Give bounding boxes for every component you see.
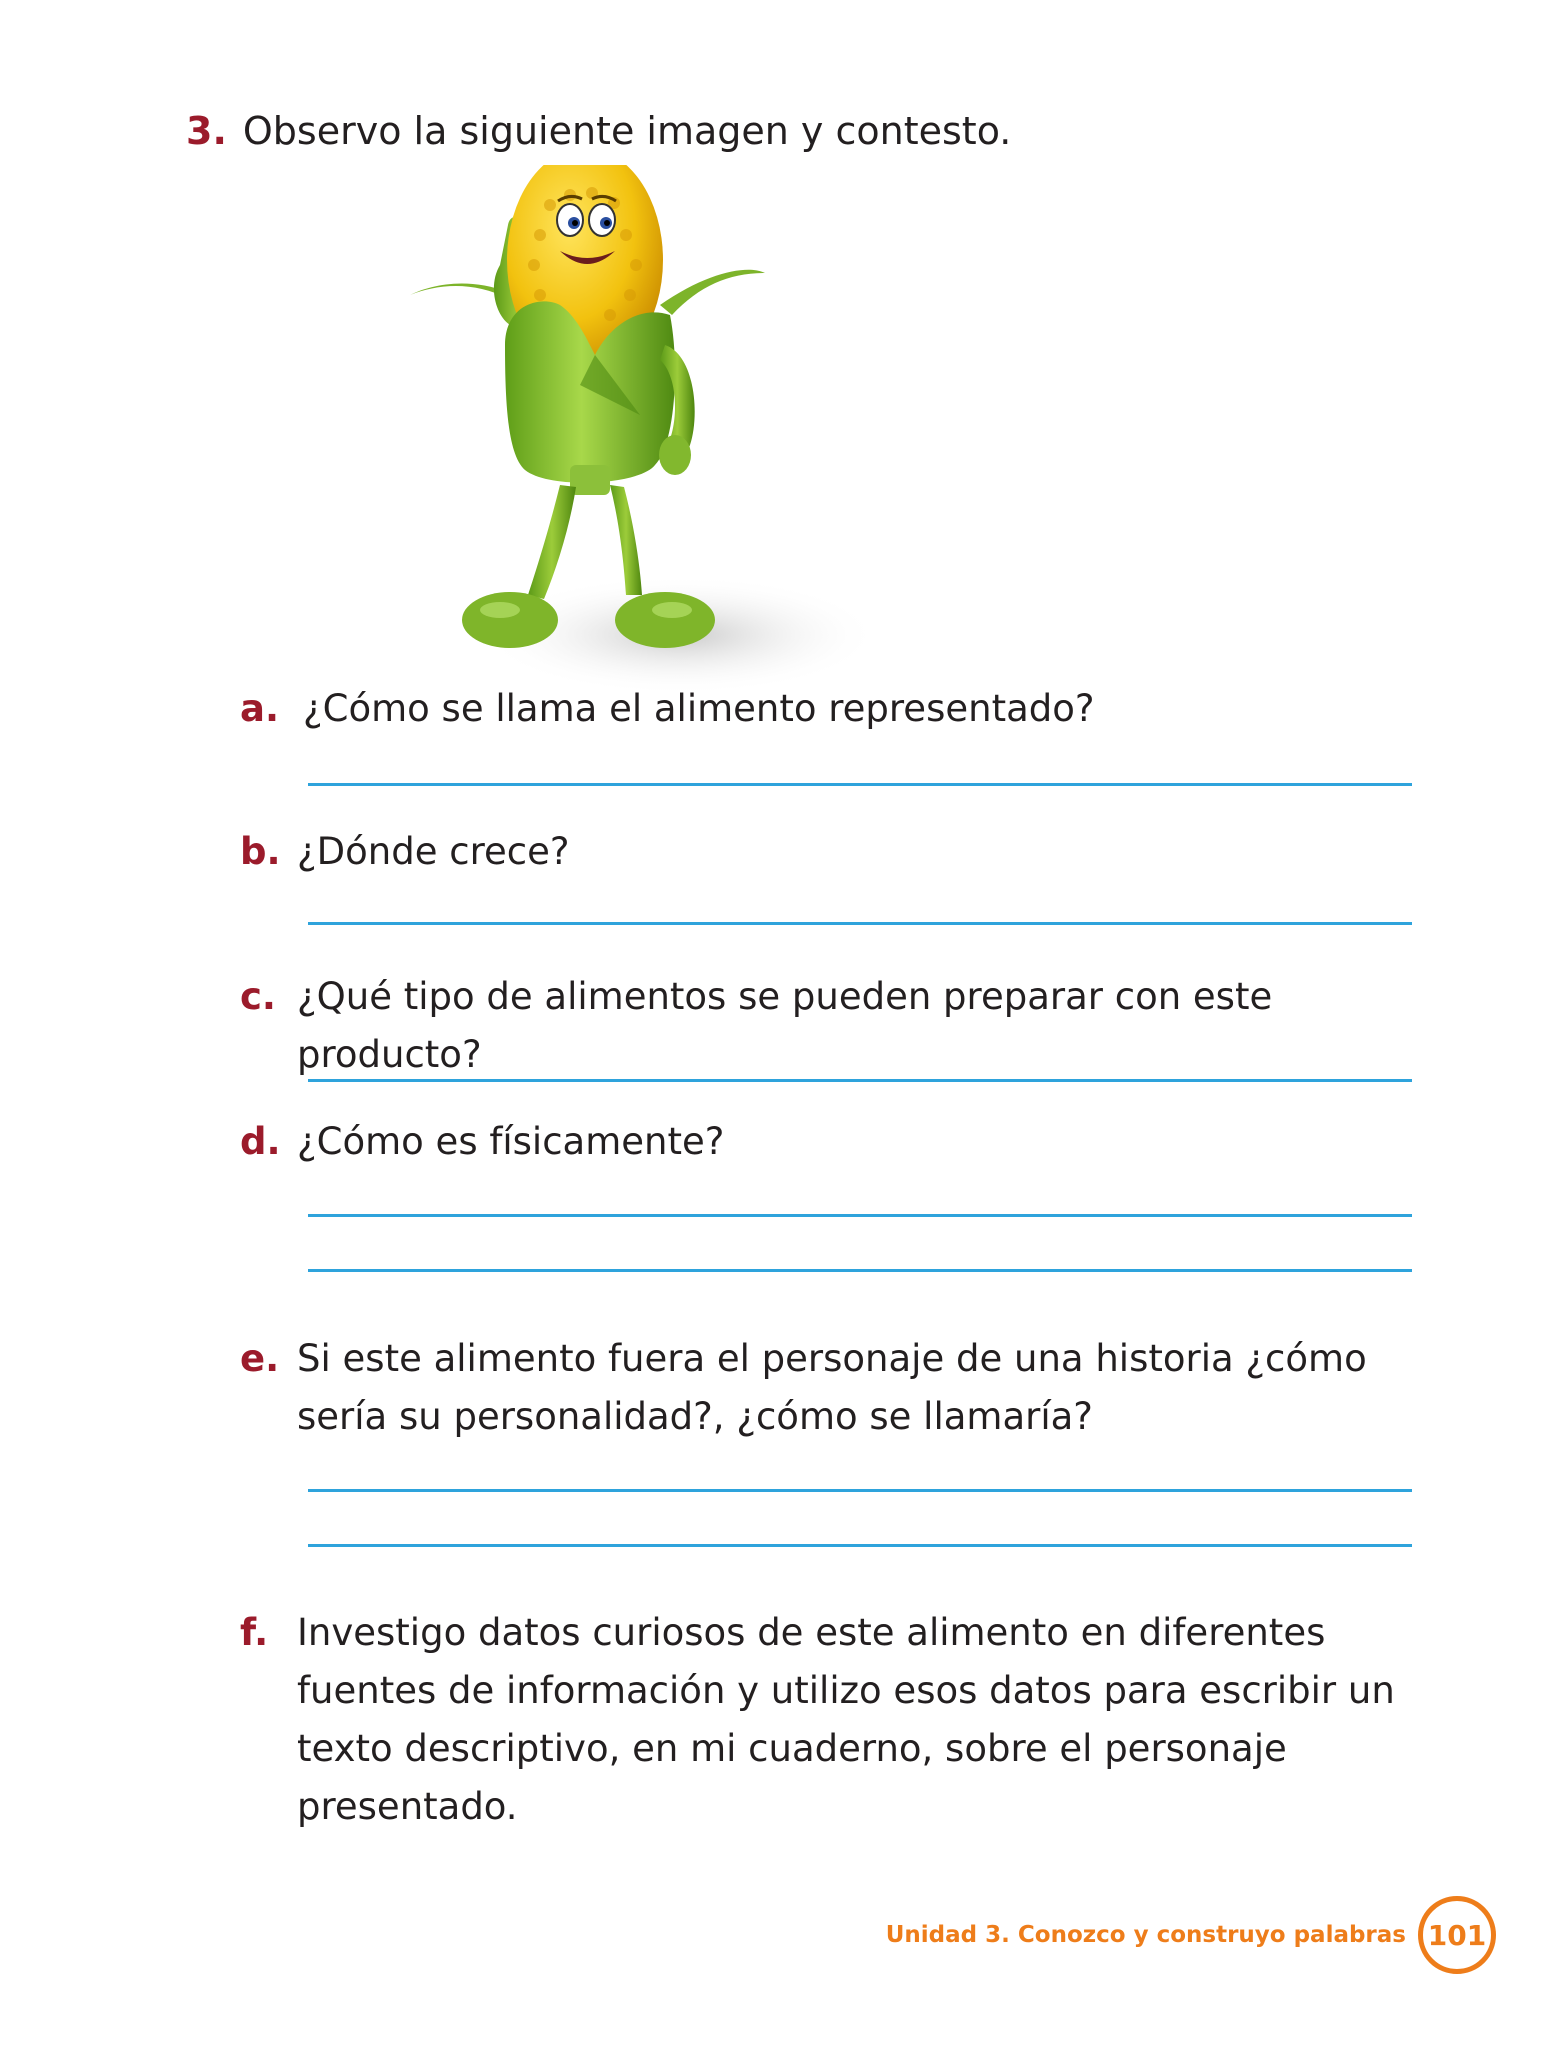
answer-line[interactable]	[308, 1079, 1412, 1082]
answer-line[interactable]	[308, 922, 1412, 925]
question-letter: b.	[240, 830, 281, 873]
answer-line[interactable]	[308, 1214, 1412, 1217]
question-text: Si este alimento fuera el personaje de una historia ¿cómo sería su personalidad?, ¿cómo se llamaría?	[297, 1337, 1367, 1438]
answer-line[interactable]	[308, 1269, 1412, 1272]
question-letter: a.	[240, 687, 280, 730]
question-letter: c.	[240, 975, 276, 1018]
corn-character-icon	[410, 165, 880, 690]
question-text: ¿Cómo se llama el alimento representado?	[303, 687, 1095, 730]
question-text: ¿Dónde crece?	[297, 830, 570, 873]
question-letter: e.	[240, 1337, 280, 1380]
page-footer	[886, 1895, 1496, 1975]
unit-title: Unidad 3. Conozco y construyo palabras	[885, 1922, 1406, 1948]
exercise-instruction: Observo la siguiente imagen y contesto.	[242, 109, 1012, 153]
question-text: ¿Cómo es físicamente?	[297, 1120, 725, 1163]
answer-line[interactable]	[308, 783, 1412, 786]
question-text: ¿Qué tipo de alimentos se pueden preparar con este producto?	[297, 975, 1273, 1076]
exercise-number: 3.	[186, 109, 227, 153]
page-number: 101	[1418, 1896, 1496, 1974]
question-letter: f.	[240, 1611, 269, 1654]
question-text: Investigo datos curiosos de este alimento en diferentes fuentes de información y utilizo esos datos para escribir un texto descriptivo, en mi cuaderno, sobre el personaje presentado.	[297, 1611, 1395, 1828]
answer-line[interactable]	[308, 1544, 1412, 1547]
answer-line[interactable]	[308, 1489, 1412, 1492]
exercise-heading	[186, 108, 1011, 154]
question-letter: d.	[240, 1120, 281, 1163]
